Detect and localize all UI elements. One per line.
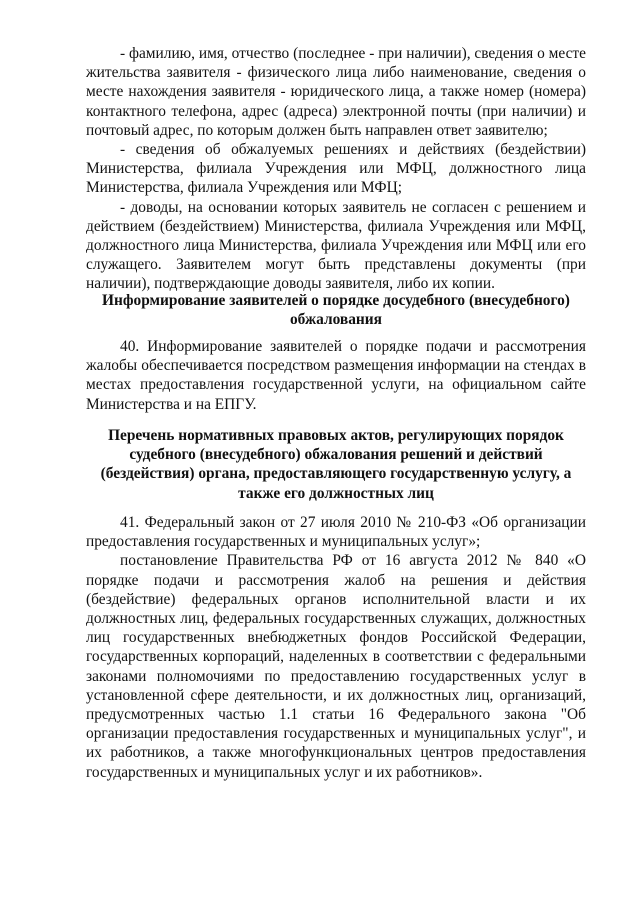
list-item-arguments: - доводы, на основании которых заявитель не согласен с решением и действием (бездействием) Министерства, филиала Учреждения или МФЦ, должностного лица Министерства, филиала Учреждения или МФЦ или его служащего. Заявителем могут быть представлены документы (при наличии), подтверждающие доводы заявителя, либо их копии. [86,198,586,293]
applicant-info-list [86,44,586,294]
list-item-appealed-decisions: - сведения об обжалуемых решениях и действиях (бездействии) Министерства, филиала Учреждения или МФЦ, должностного лица Министерства, филиала Учреждения или МФЦ; [86,141,586,197]
paragraph-41: 41. Федеральный закон от 27 июля 2010 № 210-ФЗ «Об организации предоставления государственных и муниципальных услуг»; [86,514,586,551]
section-heading-legal-acts: Перечень нормативных правовых актов, регулирующих порядок судебного (внесудебного) обжалования решений и действий (бездействия) органа, предоставляющего государственную услугу, а также его должностных лиц [100,427,572,502]
paragraph-decree-840: постановление Правительства РФ от 16 августа 2012 № 840 «О порядке подачи и рассмотрения жалоб на решения и действия (бездействие) федеральных органов исполнительной власти и их должностных лиц, федеральных государственных служащих, должностных лиц государственных внебюджетных фондов Российской Федерации, государственных корпораций, наделенных в соответствии с федеральными законами полномочиями по предоставлению государственных услуг в установленной сфере деятельности, и их должностных лиц, организаций, предусмотренных частью 1.1 статьи 16 Федерального закона "Об организации предоставления государственных и муниципальных услуг", и их работников, а также многофункциональных центров предоставления государственных и муниципальных услуг и их работников». [86,552,586,781]
paragraph-40: 40. Информирование заявителей о порядке подачи и рассмотрения жалобы обеспечивается посредством размещения информации на стендах в местах предоставления государственной услуги, на официальном сайте Министерства и на ЕПГУ. [86,338,586,413]
paragraph-40-block [86,337,586,414]
paragraph-41-block [86,513,586,782]
section-heading-informing: Информирование заявителей о порядке досудебного (внесудебного) обжалования [102,292,570,329]
list-item-applicant-name: - фамилию, имя, отчество (последнее - при наличии), сведения о месте жительства заявителя - физического лица либо наименование, сведения о месте нахождения заявителя - юридического лица, а также номер (номера) контактного телефона, адрес (адреса) электронной почты (при наличии) и почтовый адрес, по которым должен быть направлен ответ заявителю; [86,45,586,139]
